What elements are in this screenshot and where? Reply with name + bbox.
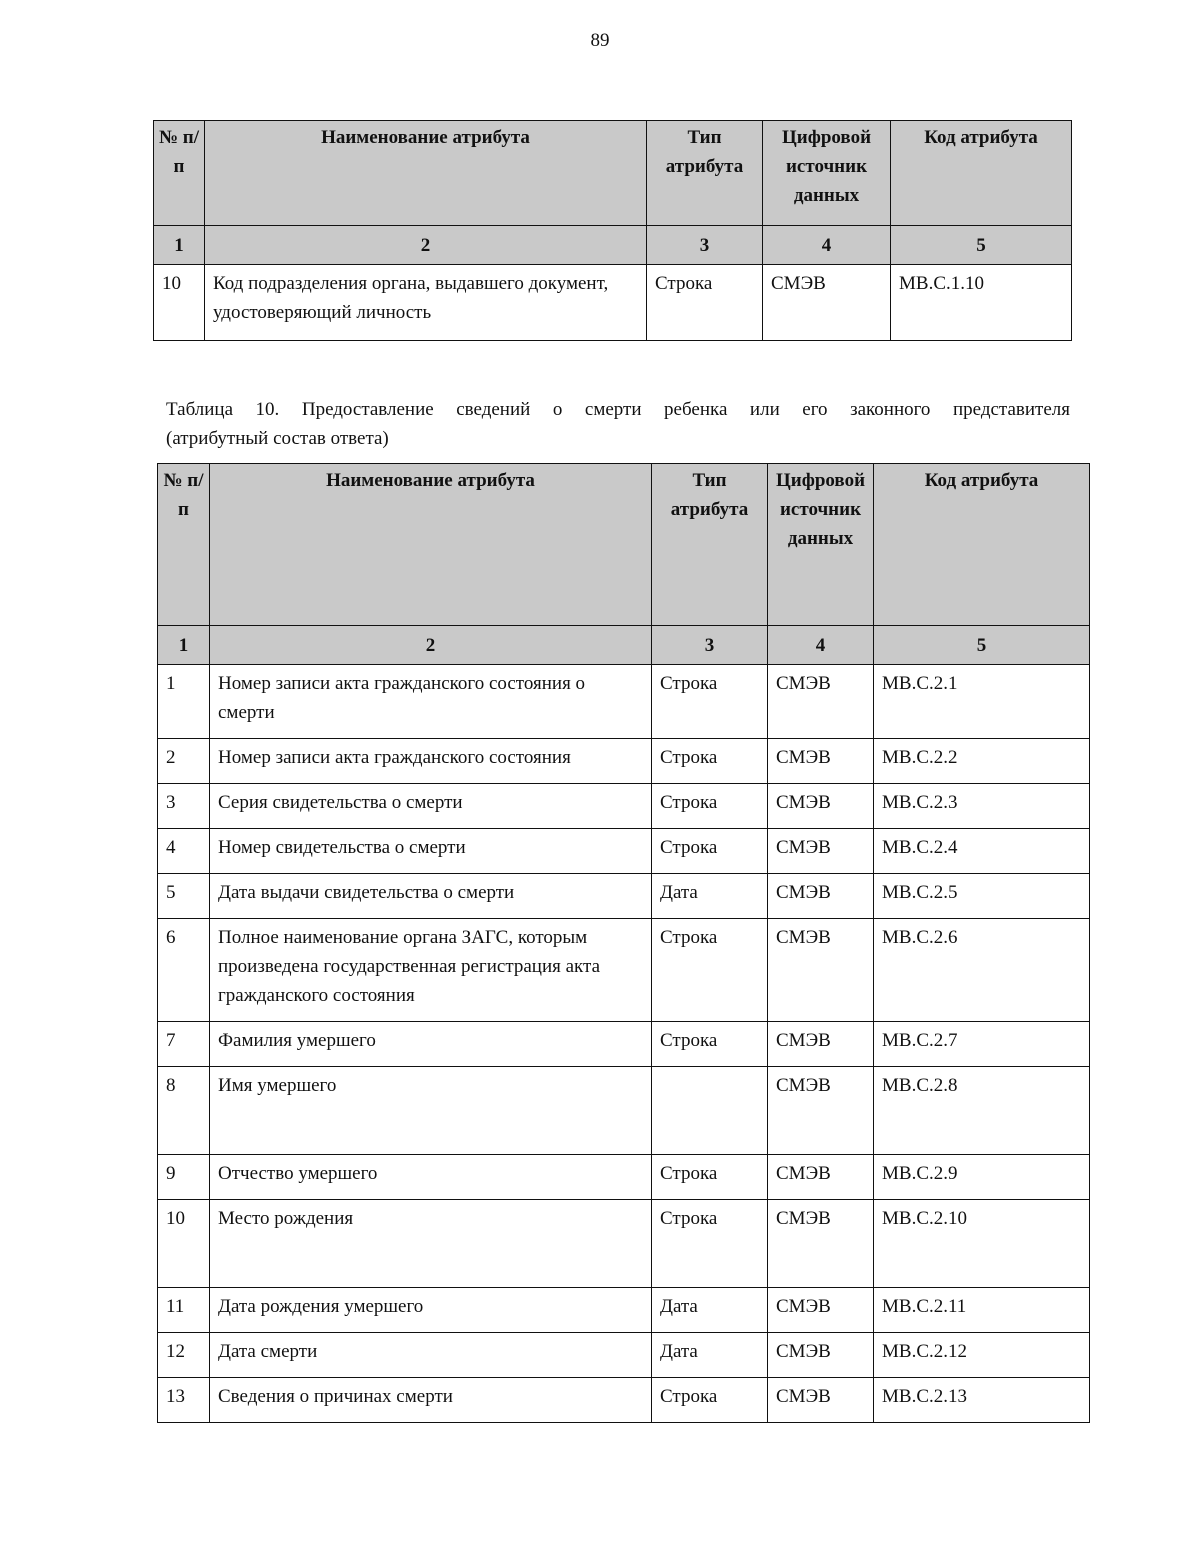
attributes-table-10 bbox=[157, 463, 1090, 1423]
row-attribute-type: Строка bbox=[652, 829, 768, 874]
table-row bbox=[158, 874, 1090, 919]
header-attribute-name: Наименование атрибута bbox=[205, 121, 647, 226]
table-row bbox=[158, 1067, 1090, 1155]
table-row bbox=[158, 919, 1090, 1022]
header-attribute-code: Код атрибута bbox=[891, 121, 1072, 226]
row-number: 10 bbox=[158, 1200, 210, 1288]
row-data-source: СМЭВ bbox=[763, 265, 891, 341]
row-attribute-name: Полное наименование органа ЗАГС, которым произведена государственная регистрация акта гражданского состояния bbox=[210, 919, 652, 1022]
row-attribute-name: Дата рождения умершего bbox=[210, 1288, 652, 1333]
header-data-source: Цифровой источник данных bbox=[763, 121, 891, 226]
table-row bbox=[158, 1333, 1090, 1378]
header-attribute-code: Код атрибута bbox=[874, 464, 1090, 626]
header-attribute-type: Тип атрибута bbox=[652, 464, 768, 626]
row-attribute-code: МВ.С.2.3 bbox=[874, 784, 1090, 829]
row-number: 11 bbox=[158, 1288, 210, 1333]
row-data-source: СМЭВ bbox=[768, 1155, 874, 1200]
row-attribute-type: Дата bbox=[652, 1333, 768, 1378]
column-number: 5 bbox=[891, 226, 1072, 265]
row-attribute-name: Место рождения bbox=[210, 1200, 652, 1288]
row-attribute-type: Строка bbox=[652, 1378, 768, 1423]
attributes-table-continued bbox=[153, 120, 1072, 341]
row-attribute-code: МВ.С.2.10 bbox=[874, 1200, 1090, 1288]
row-attribute-name: Имя умершего bbox=[210, 1067, 652, 1155]
row-attribute-code: МВ.С.2.11 bbox=[874, 1288, 1090, 1333]
header-attribute-name: Наименование атрибута bbox=[210, 464, 652, 626]
column-number: 1 bbox=[158, 626, 210, 665]
row-attribute-code: МВ.С.2.2 bbox=[874, 739, 1090, 784]
header-attribute-type: Тип атрибута bbox=[647, 121, 763, 226]
table-row bbox=[158, 1200, 1090, 1288]
table-row bbox=[158, 829, 1090, 874]
header-number: № п/п bbox=[154, 121, 205, 226]
column-number: 5 bbox=[874, 626, 1090, 665]
row-attribute-name: Код подразделения органа, выдавшего документ, удостоверяющий личность bbox=[205, 265, 647, 341]
row-data-source: СМЭВ bbox=[768, 1022, 874, 1067]
column-number: 3 bbox=[652, 626, 768, 665]
row-attribute-type: Строка bbox=[652, 665, 768, 739]
row-number: 10 bbox=[154, 265, 205, 341]
row-number: 13 bbox=[158, 1378, 210, 1423]
header-number: № п/п bbox=[158, 464, 210, 626]
column-number: 2 bbox=[210, 626, 652, 665]
row-number: 2 bbox=[158, 739, 210, 784]
row-attribute-type: Строка bbox=[652, 784, 768, 829]
header-data-source: Цифровой источник данных bbox=[768, 464, 874, 626]
row-data-source: СМЭВ bbox=[768, 1378, 874, 1423]
row-attribute-code: МВ.С.2.13 bbox=[874, 1378, 1090, 1423]
row-attribute-type: Строка bbox=[652, 919, 768, 1022]
row-attribute-name: Дата выдачи свидетельства о смерти bbox=[210, 874, 652, 919]
table-row bbox=[158, 739, 1090, 784]
row-attribute-type: Строка bbox=[652, 1022, 768, 1067]
row-data-source: СМЭВ bbox=[768, 1200, 874, 1288]
row-attribute-type bbox=[652, 1067, 768, 1155]
row-attribute-name: Фамилия умершего bbox=[210, 1022, 652, 1067]
column-number: 4 bbox=[768, 626, 874, 665]
table-row bbox=[158, 665, 1090, 739]
row-data-source: СМЭВ bbox=[768, 1333, 874, 1378]
row-attribute-name: Сведения о причинах смерти bbox=[210, 1378, 652, 1423]
table-row bbox=[158, 784, 1090, 829]
table-row bbox=[158, 1022, 1090, 1067]
row-attribute-name: Серия свидетельства о смерти bbox=[210, 784, 652, 829]
row-attribute-code: МВ.С.2.4 bbox=[874, 829, 1090, 874]
row-attribute-code: МВ.С.1.10 bbox=[891, 265, 1072, 341]
row-attribute-code: МВ.С.2.5 bbox=[874, 874, 1090, 919]
row-attribute-type: Строка bbox=[652, 739, 768, 784]
column-number: 4 bbox=[763, 226, 891, 265]
row-number: 3 bbox=[158, 784, 210, 829]
row-data-source: СМЭВ bbox=[768, 1067, 874, 1155]
row-attribute-code: МВ.С.2.12 bbox=[874, 1333, 1090, 1378]
table-row bbox=[158, 1378, 1090, 1423]
column-number: 1 bbox=[154, 226, 205, 265]
caption-line-2: (атрибутный состав ответа) bbox=[166, 428, 389, 449]
row-attribute-name: Дата смерти bbox=[210, 1333, 652, 1378]
row-attribute-type: Дата bbox=[652, 1288, 768, 1333]
row-number: 6 bbox=[158, 919, 210, 1022]
page-number: 89 bbox=[590, 30, 610, 51]
row-number: 12 bbox=[158, 1333, 210, 1378]
row-attribute-name: Номер записи акта гражданского состояния о смерти bbox=[210, 665, 652, 739]
row-attribute-code: МВ.С.2.7 bbox=[874, 1022, 1090, 1067]
row-attribute-name: Номер свидетельства о смерти bbox=[210, 829, 652, 874]
row-attribute-code: МВ.С.2.8 bbox=[874, 1067, 1090, 1155]
row-number: 1 bbox=[158, 665, 210, 739]
row-attribute-name: Номер записи акта гражданского состояния bbox=[210, 739, 652, 784]
row-attribute-type: Строка bbox=[652, 1200, 768, 1288]
column-number: 3 bbox=[647, 226, 763, 265]
row-number: 9 bbox=[158, 1155, 210, 1200]
row-attribute-code: МВ.С.2.1 bbox=[874, 665, 1090, 739]
row-attribute-type: Строка bbox=[647, 265, 763, 341]
row-number: 8 bbox=[158, 1067, 210, 1155]
table-row bbox=[158, 1288, 1090, 1333]
row-attribute-type: Строка bbox=[652, 1155, 768, 1200]
row-data-source: СМЭВ bbox=[768, 665, 874, 739]
row-data-source: СМЭВ bbox=[768, 739, 874, 784]
row-attribute-type: Дата bbox=[652, 874, 768, 919]
row-attribute-name: Отчество умершего bbox=[210, 1155, 652, 1200]
table-row bbox=[154, 265, 1072, 341]
row-number: 5 bbox=[158, 874, 210, 919]
row-number: 7 bbox=[158, 1022, 210, 1067]
row-data-source: СМЭВ bbox=[768, 1288, 874, 1333]
table-row bbox=[158, 1155, 1090, 1200]
caption-line-1: Таблица 10. Предоставление сведений о смерти ребенка или его законного представителя bbox=[166, 399, 1070, 420]
row-attribute-code: МВ.С.2.9 bbox=[874, 1155, 1090, 1200]
column-number: 2 bbox=[205, 226, 647, 265]
row-data-source: СМЭВ bbox=[768, 919, 874, 1022]
row-number: 4 bbox=[158, 829, 210, 874]
row-attribute-code: МВ.С.2.6 bbox=[874, 919, 1090, 1022]
row-data-source: СМЭВ bbox=[768, 784, 874, 829]
table-caption bbox=[166, 395, 1070, 453]
row-data-source: СМЭВ bbox=[768, 874, 874, 919]
row-data-source: СМЭВ bbox=[768, 829, 874, 874]
